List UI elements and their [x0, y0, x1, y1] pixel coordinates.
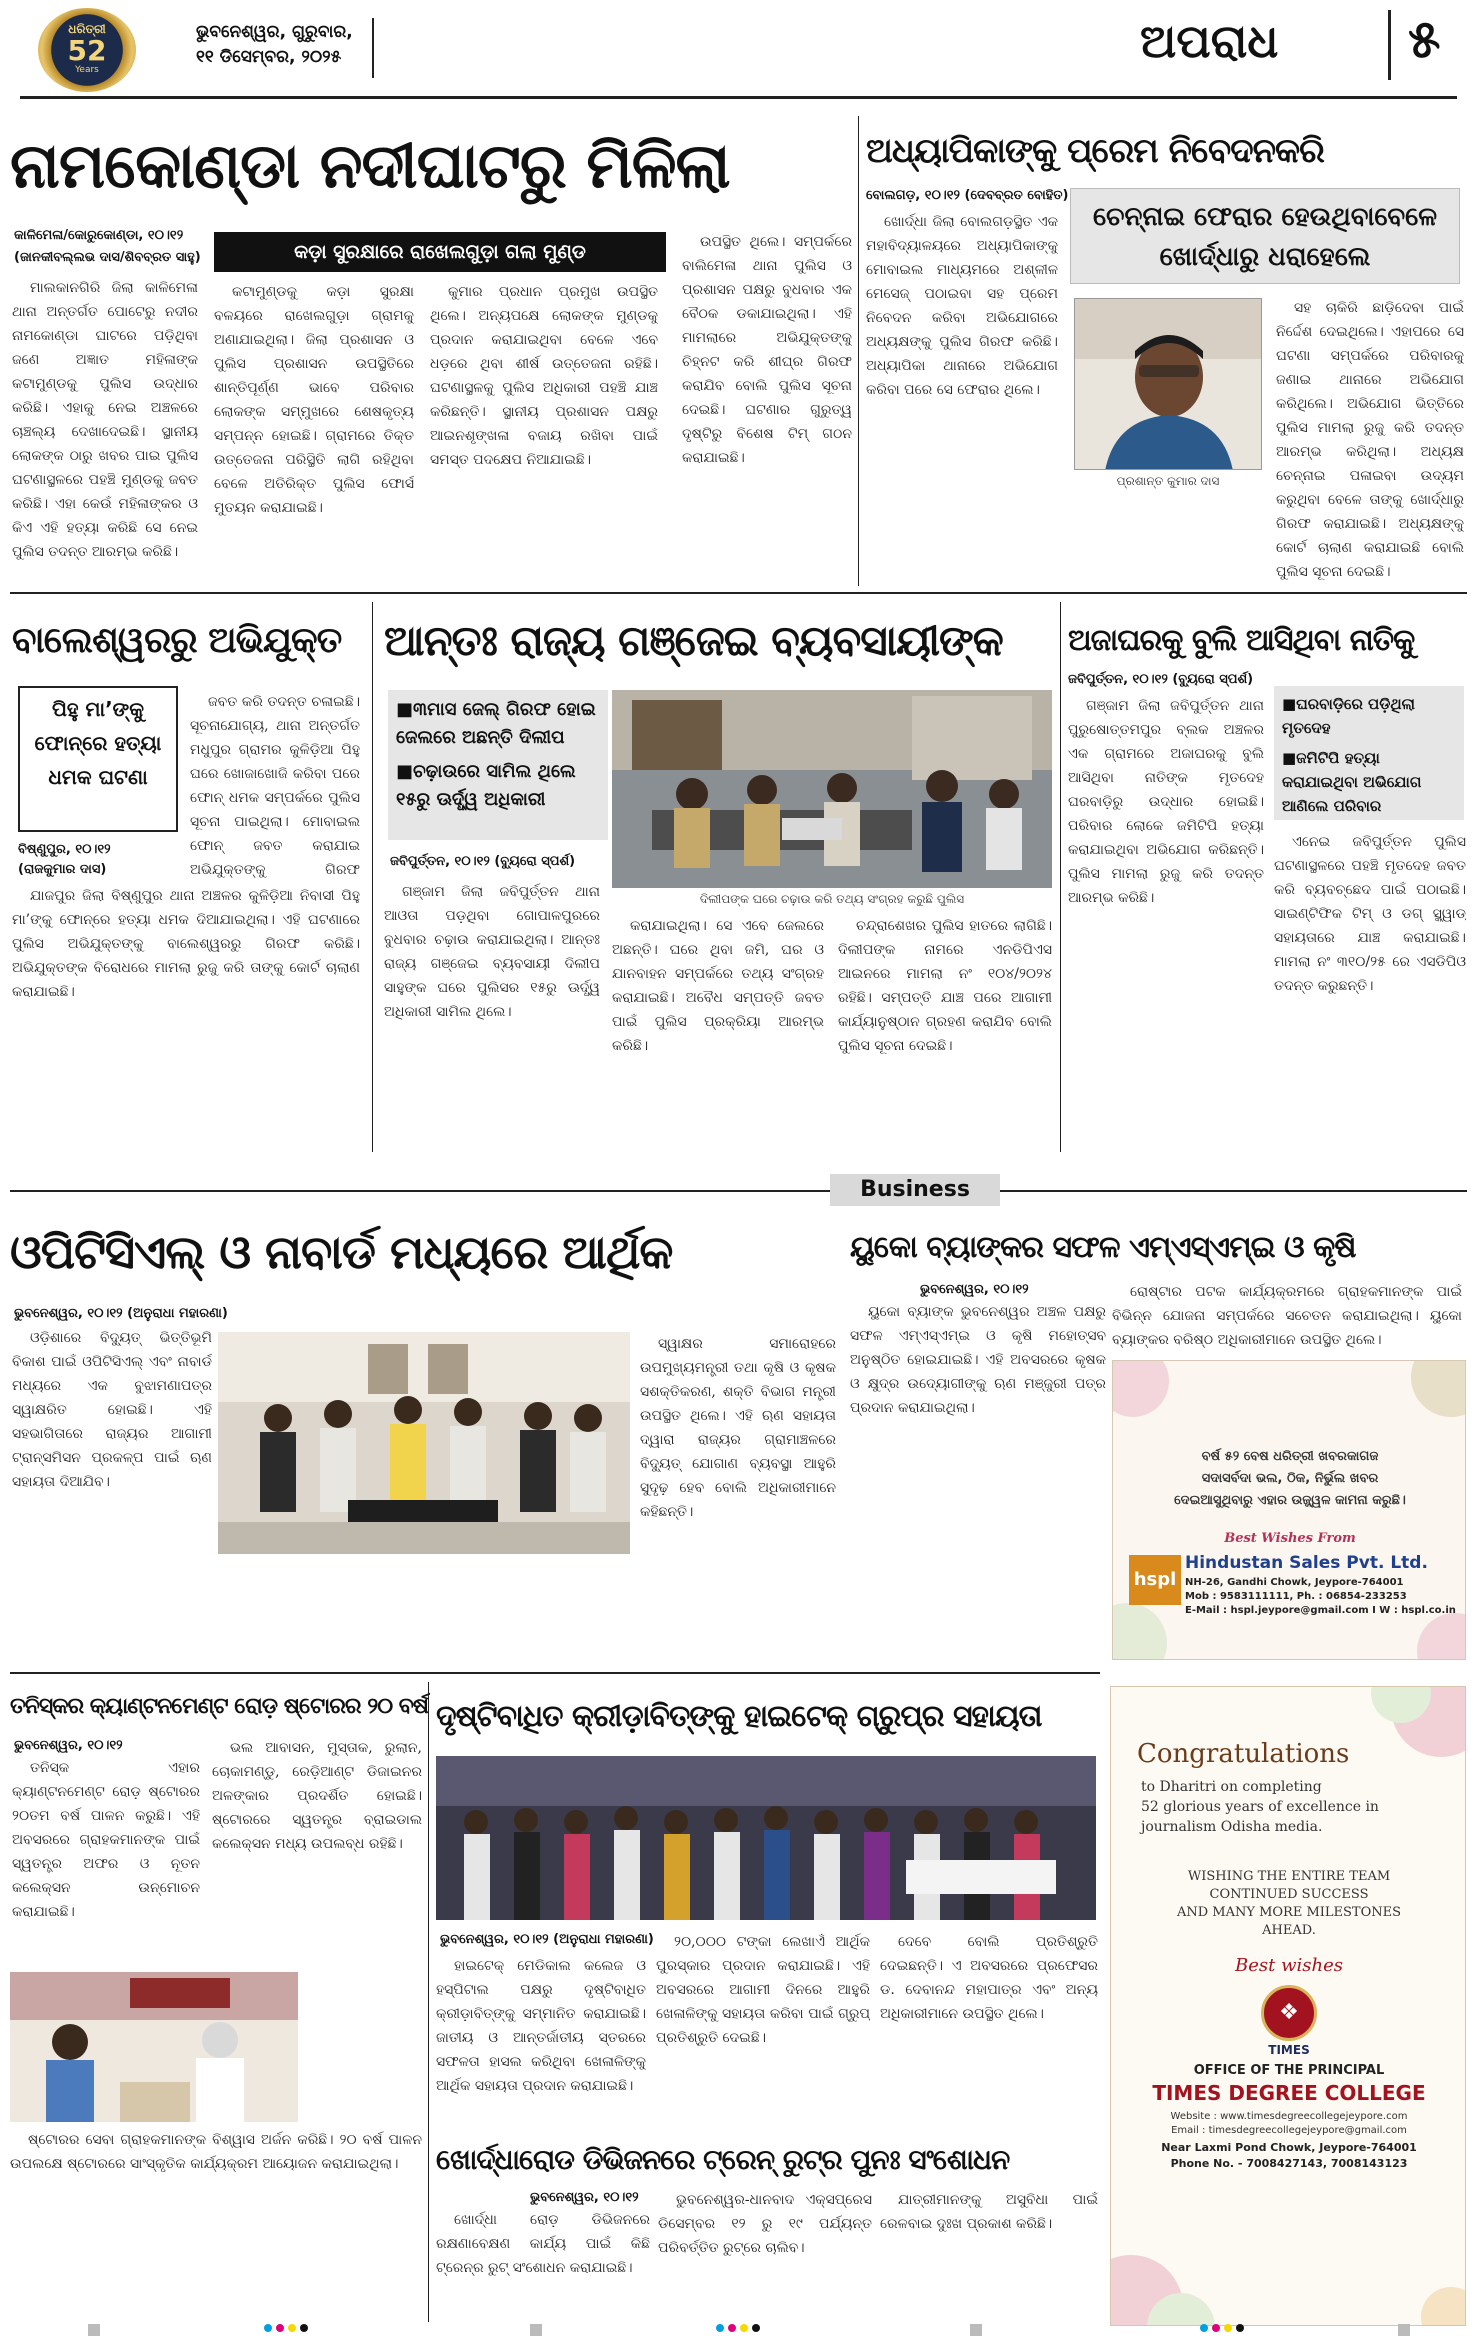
story5-headline: ଅଜାଘରକୁ ବୁଲି ଆସିଥିବା ନାତିକୁ — [1068, 623, 1415, 658]
registration-mark — [716, 2324, 724, 2332]
story2-headline: ଅଧ୍ୟାପିକାଙ୍କୁ ପ୍ରେମ ନିବେଦନକରି — [866, 131, 1324, 171]
registration-mark — [728, 2324, 736, 2332]
story4-col2-text: କରାଯାଇଥିଲା। ସେ ଏବେ ଜେଲରେ ଅଛନ୍ତି। ଘରେ ଥିବା ଜମି, ଘର ଓ ଯାନବାହନ ସମ୍ପର୍କରେ ତଥ୍ୟ ସଂଗ୍ରହ କରାଯାଇଛି। ଅବୈଧ ସମ୍ପତ୍ତି ଜବତ ପାଇଁ ପୁଲିସ ପ୍ରକ୍ରିୟା ଆରମ୍ଭ କରିଛି। — [612, 918, 824, 1054]
story2-photo — [1074, 298, 1262, 470]
story7-col3-text: ଦେବେ ବୋଲି ପ୍ରତିଶ୍ରୁତି ଦେଇଛନ୍ତି। ଏ ଅବସରରେ ପ୍ରଫେସର ଡ. ଦେବାନନ୍ଦ ମହାପାତ୍ର ଏବଂ ଅନ୍ୟ ଅଧିକାରୀମାନେ ଉପସ୍ଥିତ ଥିଲେ। — [880, 1934, 1098, 2022]
business1-col2 — [640, 1332, 836, 1662]
registration-mark — [740, 2324, 748, 2332]
registration-marks — [0, 2324, 1477, 2339]
story7-col2-text: ୨୦,୦୦୦ ଟଙ୍କା ଲେଖାଏଁ ଆର୍ଥିକ ପୁରସ୍କାର ପ୍ରଦାନ କରାଯାଇଛି। ଏହି ଅବସରରେ ଆଗାମୀ ଦିନରେ ଆହୁରି ଖେଳାଳିଙ୍କୁ ସହାୟତା କରିବା ପାଇଁ ଗ୍ରୁପ୍ ପ୍ରତିଶ୍ରୁତି ଦେଇଛି। — [656, 1934, 870, 2046]
story7-col1 — [436, 1954, 646, 2130]
times-line3: journalism Odisha media. — [1141, 1819, 1323, 1835]
story7-dateline: ଭୁବନେଶ୍ୱର, ୧୦।୧୨ (ଅନୁରାଧା ମହାରଣା) — [440, 1932, 654, 1947]
registration-mark — [530, 2324, 542, 2336]
story1-byline: (ଜାନକୀବଲ୍ଲଭ ଦାସ/ଶିବବ୍ରତ ସାହୁ) — [14, 250, 201, 265]
story4-bullet-box — [388, 690, 608, 840]
badge-years: Years — [75, 65, 99, 75]
anniversary-badge — [38, 8, 136, 92]
story8-col1-text: ଖୋର୍ଦ୍ଧା ରୋଡ଼ ଡିଭିଜନରେ ରକ୍ଷଣାବେକ୍ଷଣ କାର୍ଯ୍ୟ ପାଇଁ କିଛି ଟ୍ରେନ୍‌ର ରୁଟ୍ ସଂଶୋଧନ କରାଯାଇଛି। — [436, 2212, 650, 2276]
business2-col2 — [1112, 1280, 1462, 1350]
hspl-line1: ବର୍ଷ ୫୨ ବେଷ ଧରିତ୍ରୀ ଖବରକାଗଜ — [1201, 1449, 1379, 1464]
times-address: Near Laxmi Pond Chowk, Jeypore-764001 — [1161, 2141, 1417, 2154]
story1-col4-text: ଉପସ୍ଥିତ ଥିଲେ। ସମ୍ପର୍କରେ ବାଲିମେଳା ଥାନା ପୁଲିସ ଓ ପ୍ରଶାସନ ପକ୍ଷରୁ ବୁଧବାର ଏକ ବୈଠକ ଡକାଯାଇଥିଲା। ଏହି ମାମଲାରେ ଅଭିଯୁକ୍ତଙ୍କୁ ଚିହ୍ନଟ କରି ଶୀଘ୍ର ଗିରଫ କରାଯିବ ବୋଲି ପୁଲିସ ସୂଚନା ଦେଇଛି। ଘଟଣାର ଗୁରୁତ୍ୱ ଦୃଷ୍ଟିରୁ ବିଶେଷ ଟିମ୍ ଗଠନ କରାଯାଇଛି। — [682, 234, 852, 466]
times-college: TIMES DEGREE COLLEGE — [1152, 2081, 1426, 2105]
badge-number: 52 — [67, 34, 107, 67]
story4-dateline: ଜବିପୁର୍ତ୍ତନ, ୧୦।୧୨ (ବ୍ୟୁରୋ ସ୍ପର୍ଶ) — [390, 854, 576, 869]
story2-col1 — [866, 210, 1058, 586]
badge-top: ଧରିତ୍ରୀ — [68, 22, 106, 36]
date-line1: ଭୁବନେଶ୍ୱର, ଗୁରୁବାର, — [196, 22, 353, 42]
registration-mark — [1224, 2324, 1232, 2332]
story2-deck-text: ଚେନ୍ନାଇ ଫେରାର ହେଉଥିବାବେଳେ ଖୋର୍ଦ୍ଧାରୁ ଧରାହେଲେ — [1093, 202, 1437, 272]
felicitation-photo — [436, 1756, 1096, 1920]
times-email: Email : timesdegreecollegejeypore@gmail.com — [1171, 2125, 1407, 2136]
story2-col2-text: ସହ ଚାକିରି ଛାଡ଼ିଦେବା ପାଇଁ ନିର୍ଦ୍ଦେଶ ଦେଇଥିଲେ। ଏହାପରେ ସେ ଘଟଣା ସମ୍ପର୍କରେ ପରିବାରକୁ ଜଣାଇ ଥାନାରେ ଅଭିଯୋଗ କରିଥିଲେ। ଅଭିଯୋଗ ଭିତ୍ତିରେ ପୁଲିସ ମାମଲା ରୁଜୁ କରି ତଦନ୍ତ ଆରମ୍ଭ କରିଥିଲା। ଅଧ୍ୟକ୍ଷ ଚେନ୍ନାଇ ପଳାଇବା ଉଦ୍ୟମ କରୁଥିବା ବେଳେ ତାଙ୍କୁ ଖୋର୍ଦ୍ଧାରୁ ଗିରଫ କରାଯାଇଛି। ଅଧ୍ୟକ୍ଷଙ୍କୁ କୋର୍ଟ ଚାଲାଣ କରାଯାଇଛି ବୋଲି ପୁଲିସ ସୂଚନା ଦେଇଛି। — [1276, 300, 1464, 580]
story8-headline: ଖୋର୍ଦ୍ଧାରୋଡ ଡିଭିଜନରେ ଟ୍ରେନ୍ ରୁଟ୍‌ର ପୁନଃ ସଂଶୋଧନ — [436, 2143, 1010, 2176]
story3-box — [18, 686, 178, 832]
story4-col3 — [838, 914, 1052, 1148]
story1-col1 — [12, 276, 198, 586]
masthead — [0, 0, 1477, 100]
times-line2: 52 glorious years of excellence in — [1141, 1799, 1379, 1815]
times-website: Website : www.timesdegreecollegejeypore.com — [1170, 2111, 1408, 2122]
story4-photo-caption: ଦିଲୀପଙ୍କ ଘରେ ଚଢ଼ାଉ କରି ତଥ୍ୟ ସଂଗ୍ରହ କରୁଛି ପୁଲିସ — [699, 892, 965, 906]
story5-dateline: ଜବିପୁର୍ତ୍ତନ, ୧୦।୧୨ (ବ୍ୟୁରୋ ସ୍ପର୍ଶ) — [1068, 672, 1254, 687]
business-rule-left — [10, 1190, 830, 1192]
story3-col2 — [190, 690, 360, 884]
story7-photo — [436, 1756, 1096, 1920]
story4-bullet2: ■ଚଢ଼ାଉରେ ସାମିଲ ଥିଲେ ୧୫ରୁ ଊର୍ଦ୍ଧ୍ୱ ଅଧିକାରୀ — [396, 761, 576, 810]
masthead-rule — [20, 96, 1457, 99]
registration-mark — [1200, 2324, 1208, 2332]
times-office: OFFICE OF THE PRINCIPAL — [1193, 2063, 1385, 2078]
business-headline2: ୟୁକୋ ବ୍ୟାଙ୍କର ସଫଳ ଏମ୍‌ଏସ୍‌ଏମ୍‌ଇ ଓ କୃଷି — [850, 1230, 1356, 1265]
story3-col2-text: ଜବତ କରି ତଦନ୍ତ ଚଳାଇଛି। ସୂଚନାଯୋଗ୍ୟ, ଥାନା ଅନ୍ତର୍ଗତ ମଧୁପୁର ଗ୍ରାମର କୁଳିଡ଼ିଆ ପିହୁ ଘରେ ଖୋଜାଖୋଜି କରିବା ପରେ ଫୋନ୍ ଧମକ ସମ୍ପର୍କରେ ପୁଲିସ ସୂଚନା ପାଇଥିଲା। ମୋବାଇଲ ଫୋନ୍ ଜବତ କରାଯାଇ ଅଭିଯୁକ୍ତଙ୍କୁ ଗିରଫ — [190, 694, 360, 878]
hspl-mobile: Mob : 9583111111, Ph. : 06854-233253 — [1185, 1591, 1407, 1602]
business-dateline1: ଭୁବନେଶ୍ୱର, ୧୦।୧୨ (ଅନୁରାଧା ମହାରଣା) — [14, 1306, 228, 1321]
story2-col1-text: ଖୋର୍ଦ୍ଧା ଜିଲା ବୋଲଗଡ଼ସ୍ଥିତ ଏକ ମହାବିଦ୍ୟାଳୟରେ ଅଧ୍ୟାପିକାଙ୍କୁ ମୋବାଇଲ ମାଧ୍ୟମରେ ଅଶ୍ଳୀଳ ମେସେଜ୍ ପଠାଇବା ସହ ପ୍ରେମ ନିବେଦନ କରିବା ଅଭିଯୋଗରେ ଅଧ୍ୟକ୍ଷଙ୍କୁ ପୁଲିସ ଗିରଫ କରିଛି। ଅଧ୍ୟାପିକା ଥାନାରେ ଅଭିଯୋଗ କରିବା ପରେ ସେ ଫେରାର ଥିଲେ। — [866, 214, 1058, 398]
hspl-logo: hspl — [1129, 1555, 1181, 1605]
story4-photo — [612, 690, 1052, 888]
hspl-wish: Best Wishes From — [1224, 1531, 1356, 1546]
story2-dateline: ବୋଲଗଡ଼, ୧୦।୧୨ (ଦେବବ୍ରତ ବୋହିତ) — [866, 188, 1069, 203]
story1-col3 — [430, 280, 658, 586]
times-wish-ahead: AHEAD. — [1262, 1923, 1316, 1938]
story1-dateline: କାଳିମେଳା/କୋରୁକୋଣ୍ଡା, ୧୦।୧୨ — [14, 228, 184, 243]
times-phone: Phone No. - 7008427143, 7008143123 — [1170, 2157, 1408, 2170]
story6-col2 — [212, 1736, 422, 1966]
times-title: Congratulations — [1137, 1739, 1350, 1769]
story1-headline: ନାମକୋଣ୍ଡା ନଦୀଘାଟରୁ ମିଳିଲା — [10, 129, 730, 202]
registration-mark — [1212, 2324, 1220, 2332]
times-best: Best wishes — [1235, 1955, 1343, 1976]
registration-mark — [288, 2324, 296, 2332]
business1-col2-text: ସ୍ୱାକ୍ଷର ସମାରୋହରେ ଉପମୁଖ୍ୟମନ୍ତ୍ରୀ ତଥା କୃଷି ଓ କୃଷକ ସଶକ୍ତିକରଣ, ଶକ୍ତି ବିଭାଗ ମନ୍ତ୍ରୀ ଉପସ୍ଥିତ ଥିଲେ। ଏହି ଋଣ ସହାୟତା ଦ୍ୱାରା ରାଜ୍ୟର ଗ୍ରାମାଞ୍ଚଳରେ ବିଦ୍ୟୁତ୍ ଯୋଗାଣ ବ୍ୟବସ୍ଥା ଆହୁରି ସୁଦୃଢ଼ ହେବ ବୋଲି ଅଧିକାରୀମାନେ କହିଛନ୍ତି। — [640, 1336, 836, 1520]
hspl-address: NH-26, Gandhi Chowk, Jeypore-764001 — [1185, 1577, 1404, 1588]
registration-mark — [264, 2324, 272, 2332]
hspl-ad — [1112, 1360, 1466, 1660]
story3-col1 — [12, 884, 360, 1148]
registration-mark — [88, 2324, 100, 2336]
story5-bullet2: ■ଜମିଟିପି ହତ୍ୟା କରାଯାଇଥିବା ଅଭିଯୋଗ ଆଣିଲେ ପରିବାର — [1282, 749, 1422, 815]
story5-col1-text: ଗଞ୍ଜାମ ଜିଲା ଜବିପୁର୍ତ୍ତନ ଥାନା ପୁରୁଷୋତ୍ତମପୁର ବ୍ଲକ ଅଞ୍ଚଳର ଏକ ଗ୍ରାମରେ ଅଜାଘରକୁ ବୁଲି ଆସିଥିବା ନାତିଙ୍କ ମୃତଦେହ ଘରବାଡ଼ିରୁ ଉଦ୍ଧାର ହୋଇଛି। ପରିବାର ଲୋକେ ଜମିଟିପି ହତ୍ୟା କରାଯାଇଥିବା ଅଭିଯୋଗ କରିଛନ୍ତି। ପୁଲିସ ମାମଲା ରୁଜୁ କରି ତଦନ୍ତ ଆରମ୍ଭ କରିଛି। — [1068, 698, 1264, 906]
story8-col3 — [880, 2188, 1098, 2324]
story7-col2 — [656, 1930, 870, 2130]
story5-col2-text: ଏନେଇ ଜବିପୁର୍ତ୍ତନ ପୁଲିସ ଘଟଣାସ୍ଥଳରେ ପହଞ୍ଚି ମୃତଦେହ ଜବତ କରି ବ୍ୟବଚ୍ଛେଦ ପାଇଁ ପଠାଇଛି। ସାଇଣ୍ଟିଫିକ ଟିମ୍ ଓ ଡଗ୍ ସ୍କ୍ୱାଡ୍ ସହାୟତାରେ ଯାଞ୍ଚ କରାଯାଇଛି। ମାମଲା ନଂ ୩୧୦/୨୫ ରେ ଏସଡିପିଓ ତଦନ୍ତ କରୁଛନ୍ତି। — [1274, 834, 1466, 994]
story6-col3-text: ଷ୍ଟୋରର ସେବା ଗ୍ରାହକମାନଙ୍କ ବିଶ୍ୱାସ ଅର୍ଜନ କରିଛି। ୨୦ ବର୍ଷ ପାଳନ ଉପଲକ୍ଷେ ଷ୍ଟୋରରେ ସାଂସ୍କୃତିକ କାର୍ଯ୍ୟକ୍ରମ ଆୟୋଜନ କରାଯାଇଥିଲା। — [10, 2132, 422, 2172]
page-number: ୫ — [1408, 10, 1441, 70]
story3-byline: (ରାଜକୁମାର ଦାସ) — [18, 862, 107, 877]
times-logo — [1261, 1985, 1317, 2041]
story4-col3-text: ଚନ୍ଦ୍ରାଶେଖର ପୁଲିସ ହାତରେ ଲାଗିଛି। ଦିଲୀପଙ୍କ ନାମରେ ଏନଡିପିଏସ ଆଇନରେ ମାମଲା ନଂ ୧୦୪/୨୦୨୪ ରହିଛି। ସମ୍ପତ୍ତି ଯାଞ୍ଚ ପରେ ଆଗାମୀ କାର୍ଯ୍ୟାନୁଷ୍ଠାନ ଗ୍ରହଣ କରାଯିବ ବୋଲି ପୁଲିସ ସୂଚନା ଦେଇଛି। — [838, 918, 1052, 1054]
story4-divider — [1060, 602, 1061, 1152]
hspl-line2: ସଦାସର୍ବଦା ଭଲ, ଠିକ, ନିର୍ଭୁଲ ଖବର — [1201, 1471, 1379, 1486]
registration-mark — [300, 2324, 308, 2332]
story1-col2 — [214, 280, 414, 586]
story8-col2-text: ଭୁବନେଶ୍ୱର-ଧାନବାଦ ଏକ୍ସପ୍ରେସ ଡିସେମ୍ବର ୧୨ ରୁ ୧୯ ପର୍ଯ୍ୟନ୍ତ ପରିବର୍ତ୍ତିତ ରୁଟ୍‌ରେ ଚାଲିବ। — [658, 2192, 872, 2256]
business2-col1 — [850, 1300, 1106, 1662]
hspl-email: E-Mail : hspl.jeypore@gmail.com I W : hspl.co.in — [1185, 1605, 1456, 1616]
story4-col1 — [384, 880, 600, 1148]
story7-headline: ଦୃଷ୍ଟିବାଧିତ କ୍ରୀଡ଼ାବିତ୍‌ଙ୍କୁ ହାଇଟେକ୍ ଗ୍ରୁପ୍‌ର ସହାୟତା — [436, 1699, 1042, 1734]
times-logo-text: TIMES — [1268, 2043, 1310, 2057]
story6-col2-text: ଭଲ ଆବାସନ, ମୁସ୍ତାକ, ରୁଲାନ, ଚୋକାମଣ୍ଡୁ, ରେଡ଼ିଆଣ୍ଟ ଡିଜାଇନର ଅଳଙ୍କାର ପ୍ରଦର୍ଶିତ ହୋଇଛି। ଷ୍ଟୋରରେ ସ୍ୱତନ୍ତ୍ର ବ୍ରାଇଡାଲ କଲେକ୍ସନ ମଧ୍ୟ ଉପଲବ୍ଧ ରହିଛି। — [212, 1740, 422, 1852]
story3-dateline: ବିଷ୍ଣୁପୁର, ୧୦।୧୨ — [18, 842, 111, 857]
store-event-photo — [10, 1972, 298, 2122]
story7-col3 — [880, 1930, 1098, 2130]
story1-col4 — [682, 230, 852, 586]
business2-col2-text: ରୋଷ୍ଟାର ପଟକ କାର୍ଯ୍ୟକ୍ରମରେ ଗ୍ରାହକମାନଙ୍କ ପାଇଁ ବିଭିନ୍ନ ଯୋଜନା ସମ୍ପର୍କରେ ସଚେତନ କରାଯାଇଥିଲା। ୟୁକୋ ବ୍ୟାଙ୍କର ବରିଷ୍ଠ ଅଧିକାରୀମାନେ ଉପସ୍ଥିତ ଥିଲେ। — [1112, 1284, 1462, 1348]
story3-col1-text: ଯାଜପୁର ଜିଲା ବିଷ୍ଣୁପୁର ଥାନା ଅଞ୍ଚଳର କୁଳିଡ଼ିଆ ନିବାସୀ ପିହୁ ମା’ଙ୍କୁ ଫୋନ୍‌ରେ ହତ୍ୟା ଧମକ ଦିଆଯାଇଥିଲା। ଏହି ଘଟଣାରେ ପୁଲିସ ଅଭିଯୁକ୍ତଙ୍କୁ ବାଲେଶ୍ୱରରୁ ଗିରଫ କରିଛି। ଅଭିଯୁକ୍ତଙ୍କ ବିରୋଧରେ ମାମଲା ରୁଜୁ କରି ତାଙ୍କୁ କୋର୍ଟ ଚାଲାଣ କରାଯାଇଛି। — [12, 888, 360, 1000]
story4-col1-text: ଗଞ୍ଜାମ ଜିଲା ଜବିପୁର୍ତ୍ତନ ଥାନା ଆଓତା ପଡ଼ଥିବା ଗୋପାଳପୁରରେ ବୁଧବାର ଚଢ଼ାଉ କରାଯାଇଥିଲା। ଆନ୍ତଃ ରାଜ୍ୟ ଗଞ୍ଜେଇ ବ୍ୟବସାୟୀ ଦିଲୀପ ସାହୁଙ୍କ ଘରେ ପୁଲିସର ୧୫ରୁ ଊର୍ଦ୍ଧ୍ୱ ଅଧିକାରୀ ସାମିଲ ଥିଲେ। — [384, 884, 600, 1020]
story5-bullet1: ■ଘରବାଡ଼ିରେ ପଡ଼ିଥିଲା ମୃତଦେହ — [1282, 695, 1415, 737]
hspl-company: Hindustan Sales Pvt. Ltd. — [1185, 1553, 1428, 1573]
story8-col1 — [436, 2208, 650, 2324]
story3-divider — [372, 602, 373, 1152]
story2-divider — [858, 116, 859, 586]
story6-photo — [10, 1972, 298, 2122]
section-divider — [1388, 10, 1391, 80]
business1-col1-text: ଓଡ଼ିଶାରେ ବିଦ୍ୟୁତ୍ ଭିତ୍ତିଭୂମି ବିକାଶ ପାଇଁ ଓପିଟିସିଏଲ୍ ଏବଂ ନାବାର୍ଡ ମଧ୍ୟରେ ଏକ ବୁଝାମଣାପତ୍ର ସ୍ୱାକ୍ଷରିତ ହୋଇଛି। ଏହି ସହଭାଗିତାରେ ରାଜ୍ୟର ଆଗାମୀ ଟ୍ରାନ୍ସମିସନ ପ୍ରକଳ୍ପ ପାଇଁ ଋଣ ସହାୟତା ଦିଆଯିବ। — [12, 1330, 212, 1490]
times-wish-team: WISHING THE ENTIRE TEAM — [1187, 1869, 1391, 1884]
registration-mark — [970, 2324, 982, 2336]
registration-mark — [1236, 2324, 1244, 2332]
story7-col1-text: ହାଇଟେକ୍ ମେଡିକାଲ କଲେଜ ଓ ହସ୍ପିଟାଲ ପକ୍ଷରୁ ଦୃଷ୍ଟିବାଧିତ କ୍ରୀଡ଼ାବିତ୍‌ଙ୍କୁ ସମ୍ମାନିତ କରାଯାଇଛି। ଜାତୀୟ ଓ ଆନ୍ତର୍ଜାତୀୟ ସ୍ତରରେ ସଫଳତା ହାସଲ କରିଥିବା ଖେଳାଳିଙ୍କୁ ଆର୍ଥିକ ସହାୟତା ପ୍ରଦାନ କରାଯାଇଛି। — [436, 1958, 646, 2094]
business2-col1-text: ୟୁକୋ ବ୍ୟାଙ୍କ ଭୁବନେଶ୍ୱର ଅଞ୍ଚଳ ପକ୍ଷରୁ ସଫଳ ଏମ୍‌ଏସ୍‌ଏମ୍‌ଇ ଓ କୃଷି ମହୋତ୍ସବ ଅନୁଷ୍ଠିତ ହୋଇଯାଇଛି। ଏହି ଅବସରରେ କୃଷକ ଓ କ୍ଷୁଦ୍ର ଉଦ୍ୟୋଗୀଙ୍କୁ ଋଣ ମଞ୍ଜୁରୀ ପତ୍ର ପ୍ରଦାନ କରାଯାଇଥିଲା। — [850, 1304, 1106, 1416]
story2-col2 — [1276, 296, 1464, 586]
story4-headline: ଆନ୍ତଃ ରାଜ୍ୟ ଗଞ୍ଜେଇ ବ୍ୟବସାୟୀଙ୍କ — [384, 616, 1003, 665]
row1-rule — [10, 592, 1467, 594]
business1-col1 — [12, 1326, 212, 1662]
story2-photo-caption: ପ୍ରଶାନ୍ତ କୁମାର ଦାସ — [1116, 474, 1220, 488]
registration-mark — [752, 2324, 760, 2332]
section-name: ଅପରାଧ — [1140, 14, 1279, 68]
portrait-photo — [1075, 299, 1262, 470]
story6-divider — [428, 1682, 429, 2322]
story8-dateline: ଭୁବନେଶ୍ୱର, ୧୦।୧୨ — [530, 2190, 639, 2205]
times-college-ad — [1110, 1686, 1466, 2326]
hspl-line3: ଦେଇଆସୁଥିବାରୁ ଏହାର ଉଜ୍ଜ୍ୱଳ କାମନା କରୁଛି। — [1174, 1493, 1406, 1508]
business1-photo — [218, 1332, 630, 1554]
business-headline1: ଓପିଟିସିଏଲ୍ ଓ ନାବାର୍ଡ ମଧ୍ୟରେ ଆର୍ଥିକ — [10, 1225, 673, 1279]
date-block — [196, 20, 353, 70]
business-label: Business — [830, 1174, 1000, 1206]
times-wish-milestones: AND MANY MORE MILESTONES — [1176, 1905, 1402, 1920]
story6-headline: ତନିସ୍କର କ୍ୟାଣ୍ଟନମେଣ୍ଟ ରୋଡ଼ ଷ୍ଟୋରର ୨୦ ବର୍ଷ — [10, 1694, 429, 1719]
story1-subhead: କଡ଼ା ସୁରକ୍ଷାରେ ରାଖେଲଗୁଡ଼ା ଗଲା ମୁଣ୍ଡ — [214, 232, 666, 272]
story5-col1 — [1068, 694, 1264, 1148]
business-rule-right — [1000, 1190, 1467, 1192]
story4-col2 — [612, 914, 824, 1148]
story5-col2 — [1274, 830, 1466, 1148]
date-line2: ୧୧ ଡିସେମ୍ବର, ୨୦୨୫ — [196, 47, 342, 67]
registration-mark — [1398, 2324, 1410, 2336]
times-logo-icon: ❖ — [1279, 2000, 1299, 2025]
story6-dateline: ଭୁବନେଶ୍ୱର, ୧୦।୧୨ — [14, 1738, 123, 1753]
story1-col3-text: କୁମାର ପ୍ରଧାନ ପ୍ରମୁଖ ଉପସ୍ଥିତ ଥିଲେ। ଅନ୍ୟପକ୍ଷେ ଲୋକଙ୍କ ମୁଣ୍ଡକୁ ପ୍ରଦାନ କରାଯାଇଥିବା ବେଳେ ଏବେ ଧଡ଼ରେ ଥିବା ଶୀର୍ଷ ଉତ୍ତେଜନା ରହିଛି। ଘଟଣାସ୍ଥଳକୁ ପୁଲିସ ଅଧିକାରୀ ପହଞ୍ଚି ଯାଞ୍ଚ କରିଛନ୍ତି। ସ୍ଥାନୀୟ ପ୍ରଶାସନ ପକ୍ଷରୁ ଆଇନଶୃଙ୍ଖଳା ବଜାୟ ରଖିବା ପାଇଁ ସମସ୍ତ ପଦକ୍ଷେପ ନିଆଯାଇଛି। — [430, 284, 658, 468]
story6-col1 — [12, 1756, 200, 1966]
story4-bullet1: ■୩ମାସ ଜେଲ୍ ଗିରଫ ହୋଇ ଜେଲରେ ଅଛନ୍ତି ଦିଲୀପ — [396, 699, 596, 748]
business-dateline2: ଭୁବନେଶ୍ୱର, ୧୦।୧୨ — [920, 1282, 1029, 1297]
story6-col3 — [10, 2128, 422, 2324]
story5-bullet-box — [1274, 686, 1464, 820]
row3-rule — [10, 1672, 1100, 1674]
story3-headline: ବାଲେଶ୍ୱରରୁ ଅଭିଯୁକ୍ତ — [12, 620, 342, 661]
times-line1: to Dharitri on completing — [1141, 1779, 1322, 1795]
masthead-divider — [372, 18, 374, 78]
story6-col1-text: ତନିସ୍କ ଏହାର କ୍ୟାଣ୍ଟନମେଣ୍ଟ ରୋଡ଼ ଷ୍ଟୋରର ୨୦ତମ ବର୍ଷ ପାଳନ କରୁଛି। ଏହି ଅବସରରେ ଗ୍ରାହକମାନଙ୍କ ପାଇଁ ସ୍ୱତନ୍ତ୍ର ଅଫର ଓ ନୂତନ କଲେକ୍ସନ ଉନ୍ମୋଚନ କରାଯାଇଛି। — [12, 1760, 200, 1920]
story8-col2 — [658, 2188, 872, 2324]
times-wish-success: CONTINUED SUCCESS — [1209, 1887, 1369, 1902]
registration-mark — [276, 2324, 284, 2332]
story1-col2-text: କଟାମୁଣ୍ଡକୁ କଡ଼ା ସୁରକ୍ଷା ବଳୟରେ ରାଖେଲଗୁଡ଼ା ଗ୍ରାମକୁ ଅଣାଯାଇଥିଲା। ଜିଲା ପ୍ରଶାସନ ଓ ପୁଲିସ ପ୍ରଶାସନ ଉପସ୍ଥିତିରେ ଶାନ୍ତିପୂର୍ଣ୍ଣ ଭାବେ ପରିବାର ଲୋକଙ୍କ ସମ୍ମୁଖରେ ଶେଷକୃତ୍ୟ ସମ୍ପନ୍ନ ହୋଇଛି। ଗ୍ରାମରେ ତିକ୍ତ ଉତ୍ତେଜନା ପରିସ୍ଥିତି ଲାଗି ରହିଥିବା ବେଳେ ଅତିରିକ୍ତ ପୁଲିସ ଫୋର୍ସ ମୁତୟନ କରାଯାଇଛି। — [214, 284, 414, 516]
mou-signing-photo — [218, 1332, 630, 1554]
story8-col3-text: ଯାତ୍ରୀମାନଙ୍କୁ ଅସୁବିଧା ପାଇଁ ରେଳବାଇ ଦୁଃଖ ପ୍ରକାଶ କରିଛି। — [880, 2192, 1098, 2232]
story3-box-text: ପିହୁ ମା’ଙ୍କୁ ଫୋନ୍‌ରେ ହତ୍ୟା ଧମକ ଘଟଣା — [34, 697, 162, 789]
story2-deck — [1070, 188, 1460, 284]
story1-col1-text: ମାଲକାନଗିରି ଜିଲା କାଳିମେଳା ଥାନା ଅନ୍ତର୍ଗତ ପୋଟେରୁ ନଦୀର ନାମକୋଣ୍ଡା ଘାଟରେ ପଡ଼ିଥିବା ଜଣେ ଅଜ୍ଞାତ ମହିଳାଙ୍କ କଟାମୁଣ୍ଡକୁ ପୁଲିସ ଉଦ୍ଧାର କରିଛି। ଏହାକୁ ନେଇ ଅଞ୍ଚଳରେ ଚାଞ୍ଚଲ୍ୟ ଦେଖାଦେଇଛି। ସ୍ଥାନୀୟ ଲୋକଙ୍କ ଠାରୁ ଖବର ପାଇ ପୁଲିସ ଘଟଣାସ୍ଥଳରେ ପହଞ୍ଚି ମୁଣ୍ଡକୁ ଜବତ କରିଛି। ଏହା କେଉଁ ମହିଳାଙ୍କର ଓ କିଏ ଏହି ହତ୍ୟା କରିଛି ସେ ନେଇ ପୁଲିସ ତଦନ୍ତ ଆରମ୍ଭ କରିଛି। — [12, 280, 198, 560]
raid-photo — [612, 690, 1052, 888]
